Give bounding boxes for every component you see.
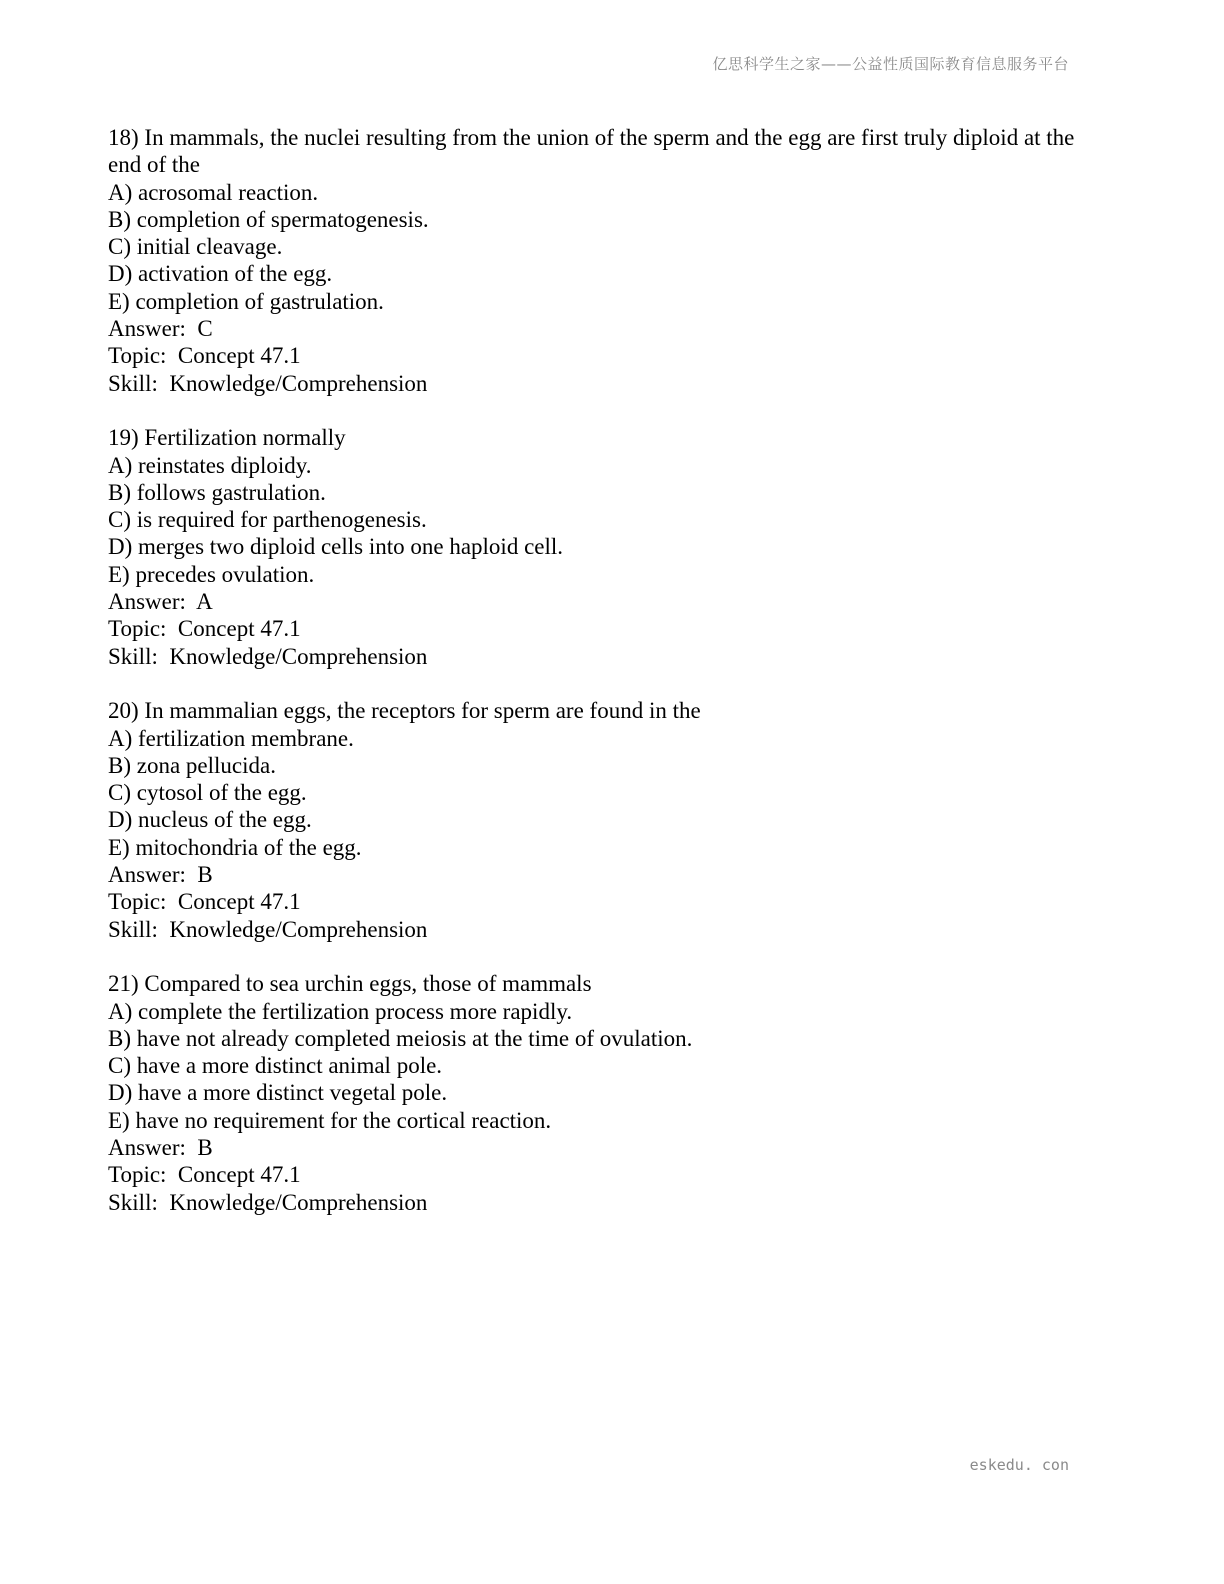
- answer-line: Answer: B: [108, 862, 213, 888]
- option-e: E) mitochondria of the egg.: [108, 834, 362, 860]
- question-19: [108, 424, 1088, 670]
- topic-line: Topic: Concept 47.1: [108, 889, 301, 915]
- question-21: [108, 970, 1088, 1216]
- page-header: 亿思科学生之家——公益性质国际教育信息服务平台: [712, 55, 1069, 73]
- question-stem: 21) Compared to sea urchin eggs, those of mammals: [108, 971, 592, 997]
- option-b: B) zona pellucida.: [108, 752, 276, 778]
- question-list: [108, 124, 1088, 1243]
- option-e: E) precedes ovulation.: [108, 561, 315, 587]
- option-c: C) is required for parthenogenesis.: [108, 507, 427, 533]
- option-a: A) complete the fertilization process more rapidly.: [108, 998, 573, 1024]
- answer-line: Answer: A: [108, 589, 213, 615]
- option-a: A) fertilization membrane.: [108, 725, 354, 751]
- option-b: B) follows gastrulation.: [108, 479, 326, 505]
- answer-line: Answer: B: [108, 1134, 213, 1160]
- option-e: E) have no requirement for the cortical reaction.: [108, 1107, 552, 1133]
- option-a: A) acrosomal reaction.: [108, 179, 319, 205]
- skill-line: Skill: Knowledge/Comprehension: [108, 370, 428, 396]
- option-c: C) have a more distinct animal pole.: [108, 1053, 443, 1079]
- option-a: A) reinstates diploidy.: [108, 452, 312, 478]
- option-c: C) initial cleavage.: [108, 234, 283, 260]
- topic-line: Topic: Concept 47.1: [108, 343, 301, 369]
- option-d: D) nucleus of the egg.: [108, 807, 312, 833]
- option-b: B) completion of spermatogenesis.: [108, 206, 429, 232]
- option-d: D) have a more distinct vegetal pole.: [108, 1080, 448, 1106]
- question-stem: 19) Fertilization normally: [108, 425, 346, 451]
- question-stem: 18) In mammals, the nuclei resulting from the union of the sperm and the egg are first truly diploid at the end of the: [108, 125, 1081, 178]
- option-e: E) completion of gastrulation.: [108, 288, 384, 314]
- skill-line: Skill: Knowledge/Comprehension: [108, 916, 428, 942]
- option-b: B) have not already completed meiosis at the time of ovulation.: [108, 1025, 693, 1051]
- skill-line: Skill: Knowledge/Comprehension: [108, 643, 428, 669]
- page-footer: eskedu. con: [969, 1456, 1069, 1474]
- question-stem: 20) In mammalian eggs, the receptors for sperm are found in the: [108, 698, 701, 724]
- option-c: C) cytosol of the egg.: [108, 780, 307, 806]
- answer-line: Answer: C: [108, 316, 213, 342]
- topic-line: Topic: Concept 47.1: [108, 1162, 301, 1188]
- question-20: [108, 697, 1088, 943]
- skill-line: Skill: Knowledge/Comprehension: [108, 1189, 428, 1215]
- option-d: D) activation of the egg.: [108, 261, 333, 287]
- option-d: D) merges two diploid cells into one haploid cell.: [108, 534, 564, 560]
- question-18: [108, 124, 1088, 397]
- topic-line: Topic: Concept 47.1: [108, 616, 301, 642]
